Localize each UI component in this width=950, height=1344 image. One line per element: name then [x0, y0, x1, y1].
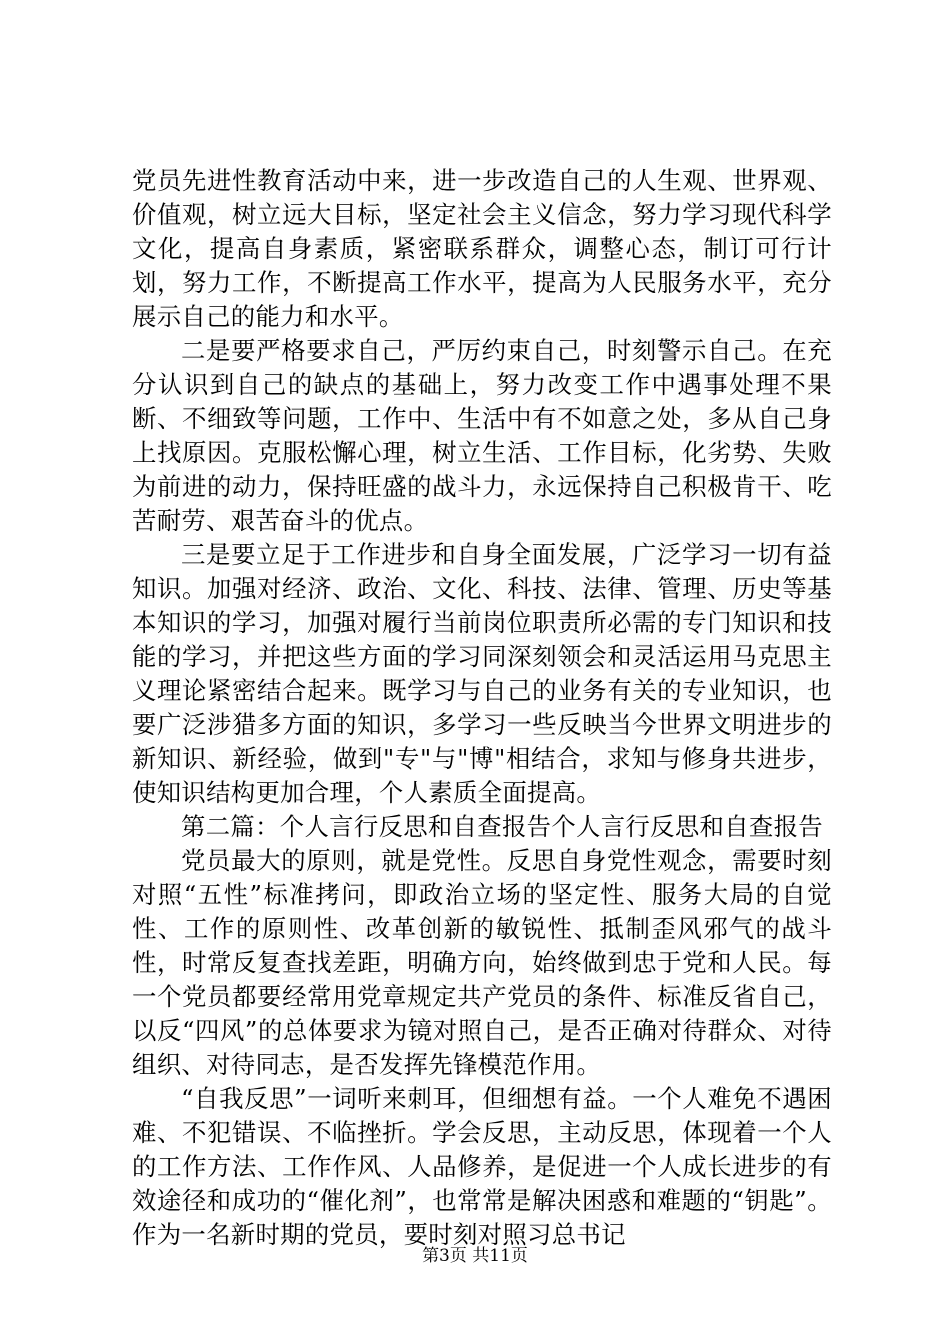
paragraph-5: “自我反思”一词听来刺耳，但细想有益。一个人难免不遇困难、不犯错误、不临挫折。学会反思，主动反思，体现着一个人的工作方法、工作作风、人品修养，是促进一个人成长进步的有效途径和成功的“催化剂”，也常常是解决困惑和难题的“钥匙”。作为一名新时期的党员，要时刻对照习总书记	[132, 1084, 832, 1249]
document-body	[132, 164, 832, 1252]
section-heading-2: 第二篇：个人言行反思和自查报告个人言行反思和自查报告	[181, 812, 823, 841]
paragraph-4: 党员最大的原则，就是党性。反思自身党性观念，需要时刻对照“五性”标准拷问，即政治立场的坚定性、服务大局的自觉性、工作的原则性、改革创新的敏锐性、抵制歪风邪气的战斗性，时常反复查找差距，明确方向，始终做到忠于党和人民。每一个党员都要经常用党章规定共产党员的条件、标准反省自己，以反“四风”的总体要求为镜对照自己，是否正确对待群众、对待组织、对待同志，是否发挥先锋模范作用。	[132, 846, 832, 1079]
page-number-footer: 第3页 共11页	[422, 1246, 528, 1266]
paragraph-1: 党员先进性教育活动中来，进一步改造自己的人生观、世界观、价值观，树立远大目标，坚定社会主义信念，努力学习现代科学文化，提高自身素质，紧密联系群众，调整心态，制订可行计划，努力工作，不断提高工作水平，提高为人民服务水平，充分展示自己的能力和水平。	[132, 166, 832, 331]
paragraph-2: 二是要严格要求自己，严厉约束自己，时刻警示自己。在充分认识到自己的缺点的基础上，努力改变工作中遇事处理不果断、不细致等问题，工作中、生活中有不如意之处，多从自己身上找原因。克服松懈心理，树立生活、工作目标，化劣势、失败为前进的动力，保持旺盛的战斗力，永远保持自己积极肯干、吃苦耐劳、艰苦奋斗的优点。	[132, 336, 832, 535]
paragraph-3: 三是要立足于工作进步和自身全面发展，广泛学习一切有益知识。加强对经济、政治、文化、科技、法律、管理、历史等基本知识的学习，加强对履行当前岗位职责所必需的专门知识和技能的学习，并把这些方面的学习同深刻领会和灵活运用马克思主义理论紧密结合起来。既学习与自己的业务有关的专业知识，也要广泛涉猎多方面的知识，多学习一些反映当今世界文明进步的新知识、新经验，做到"专"与"博"相结合，求知与修身共进步，使知识结构更加合理，个人素质全面提高。	[132, 540, 832, 807]
